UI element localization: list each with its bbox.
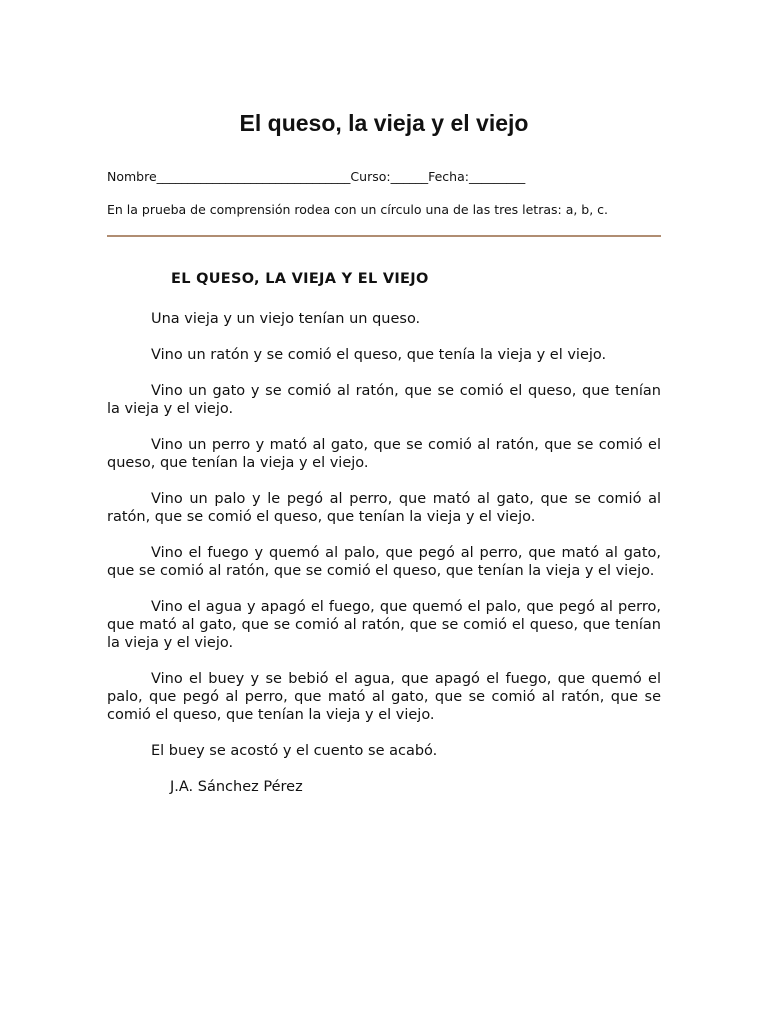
story-paragraph: Vino un ratón y se comió el queso, que tenía la vieja y el viejo. bbox=[151, 347, 607, 363]
story-body bbox=[107, 266, 661, 796]
story-heading: EL QUESO, LA VIEJA Y EL VIEJO bbox=[171, 271, 429, 287]
section-divider bbox=[107, 235, 661, 237]
document-title: El queso, la vieja y el viejo bbox=[239, 110, 529, 136]
story-paragraph: Vino un palo y le pegó al perro, que mató al gato, que se comió al ratón, que se comió el queso, que tenían la vieja y el viejo. bbox=[107, 491, 661, 525]
story-paragraph: Una vieja y un viejo tenían un queso. bbox=[151, 311, 421, 327]
instructions-text: En la prueba de comprensión rodea con un círculo una de las tres letras: a, b, c. bbox=[107, 202, 609, 217]
story-paragraph: Vino el buey y se bebió el agua, que apagó el fuego, que quemó el palo, que pegó al perro, que mató al gato, que se comió al ratón, que se comió el queso, que tenían la vieja y el viejo. bbox=[107, 671, 661, 723]
story-paragraph: Vino un perro y mató al gato, que se comió al ratón, que se comió el queso, que tenían la vieja y el viejo. bbox=[107, 437, 661, 471]
story-paragraph: Vino el agua y apagó el fuego, que quemó el palo, que pegó al perro, que mató al gato, que se comió al ratón, que se comió el queso, que tenían la vieja y el viejo. bbox=[107, 599, 661, 651]
story-author: J.A. Sánchez Pérez bbox=[170, 779, 303, 795]
story-paragraph: Vino el fuego y quemó al palo, que pegó al perro, que mató al gato, que se comió al ratón, que se comió el queso, que tenían la vieja y el viejo. bbox=[107, 545, 661, 579]
student-info-line: Nombre_______________________________Curso:______Fecha:_________ bbox=[107, 169, 526, 184]
story-paragraph: El buey se acostó y el cuento se acabó. bbox=[151, 743, 438, 759]
story-paragraph: Vino un gato y se comió al ratón, que se comió el queso, que tenían la vieja y el viejo. bbox=[107, 383, 661, 417]
